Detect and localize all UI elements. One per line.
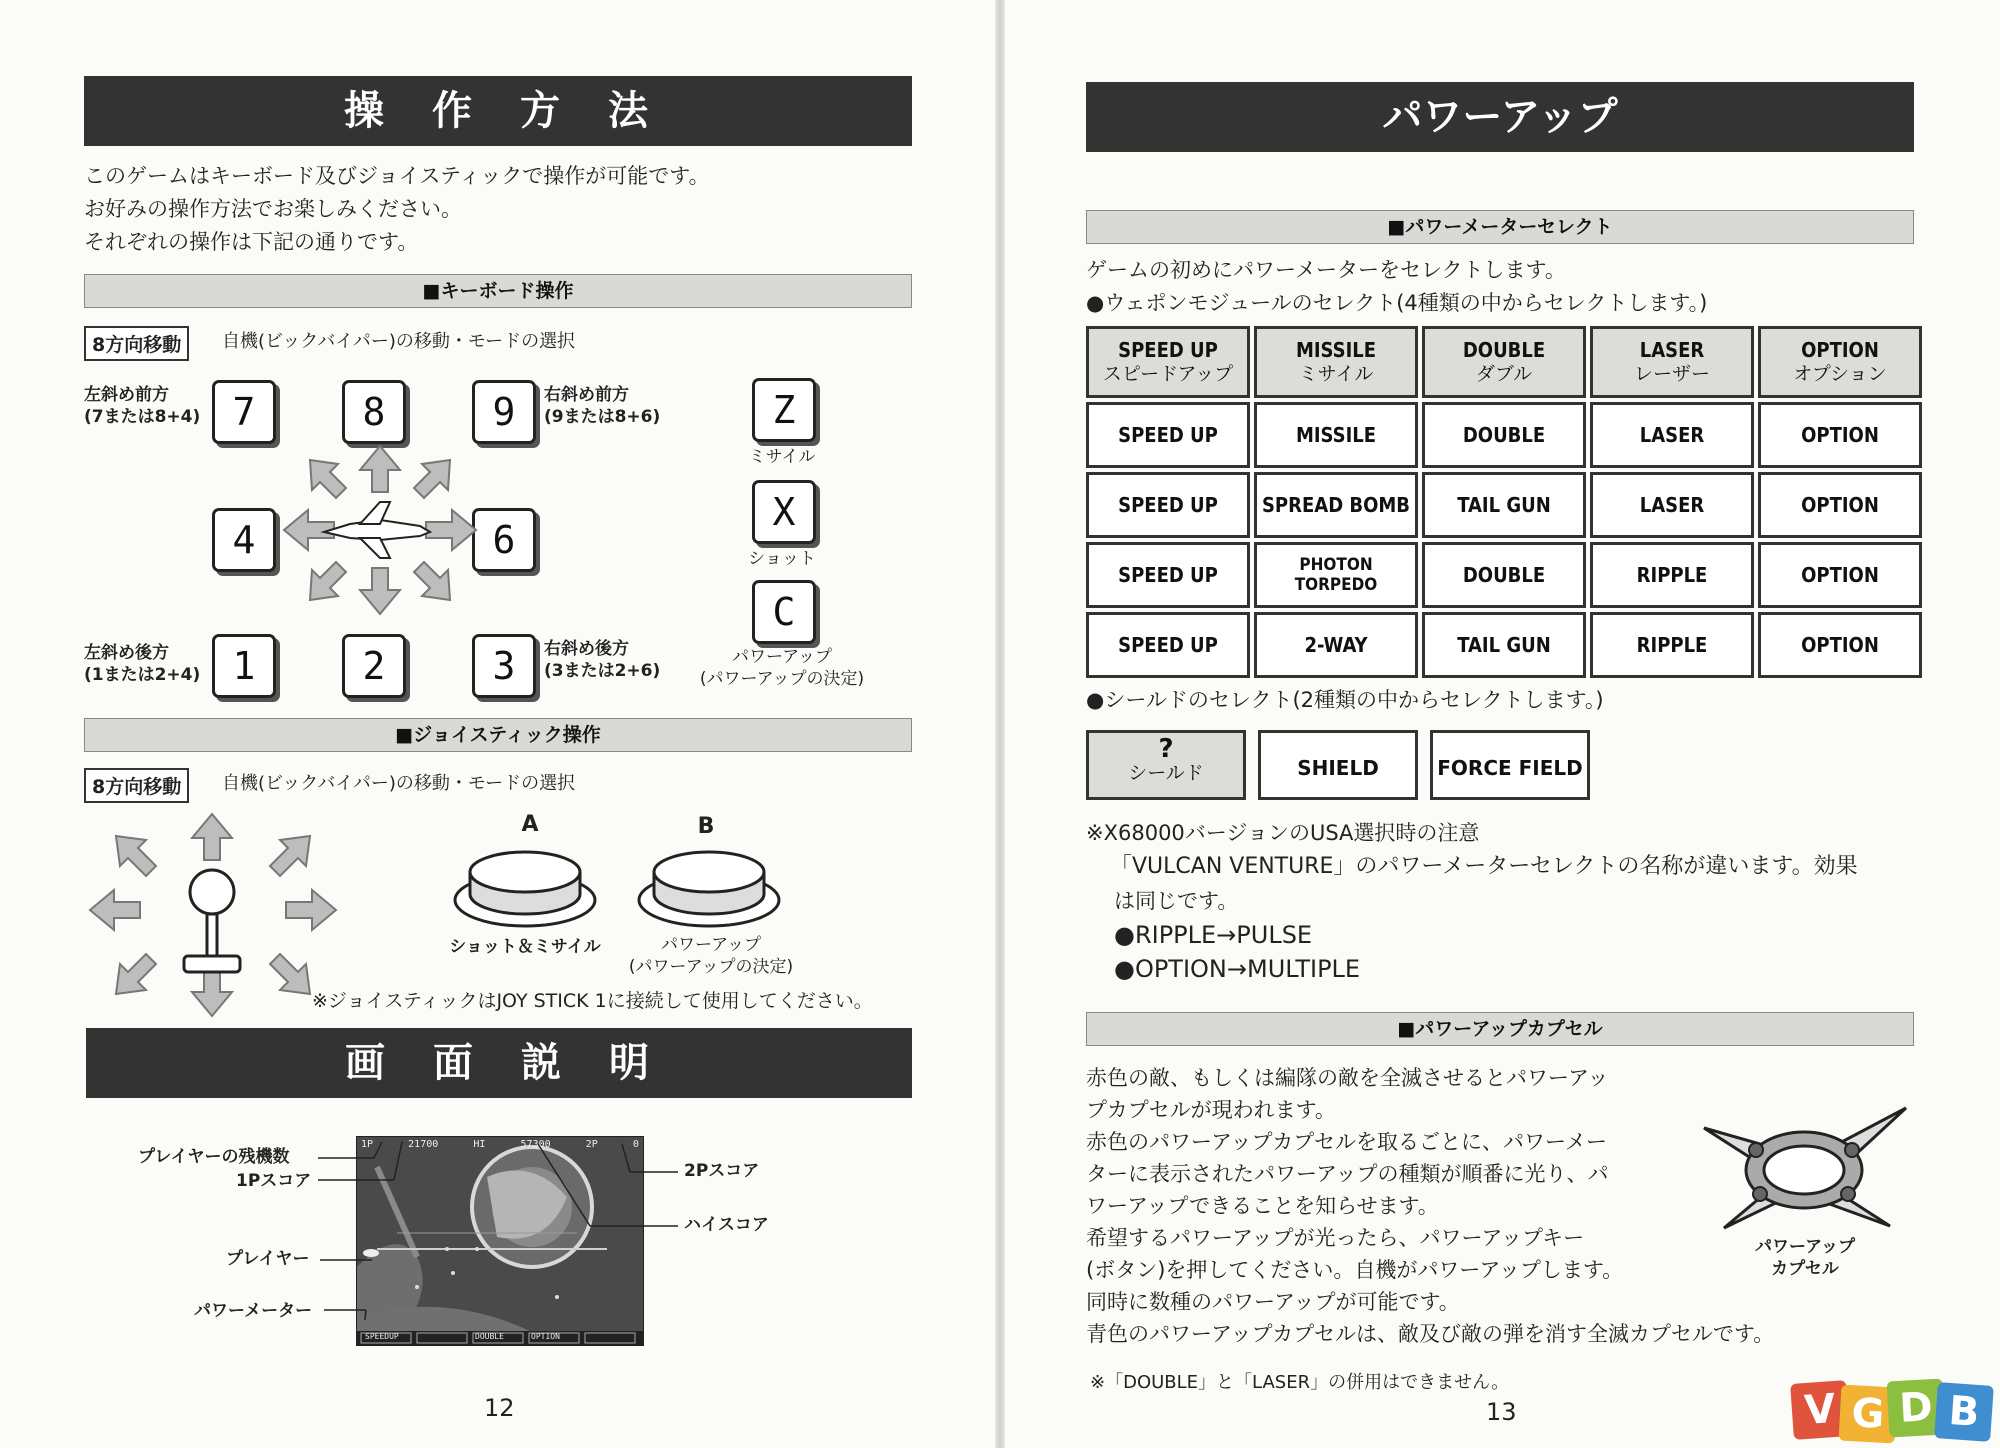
x-key-label: ショット	[748, 549, 816, 569]
button-b-label-line: パワーアップ	[661, 935, 761, 955]
key-7[interactable]: 7	[212, 380, 276, 444]
joystick-move-desc: 自機(ビックバイパー)の移動・モードの選択	[222, 773, 576, 794]
weapon-heading: ●ウェポンモジュールのセレクト(4種類の中からセレクトします。)	[1086, 291, 1708, 315]
label-2p-score: 2Pスコア	[684, 1161, 760, 1181]
vgdb-watermark	[1792, 1378, 1992, 1442]
intro-line: それぞれの操作は下記の通りです。	[84, 230, 419, 254]
shield-heading	[1086, 684, 1604, 717]
c-key-label-line: (パワーアップの決定)	[699, 669, 865, 689]
weapon-cell: OPTION	[1758, 542, 1922, 608]
capsule-label-line: カプセル	[1771, 1259, 1839, 1279]
label-player: プレイヤー	[226, 1249, 310, 1269]
shield-question: ?	[1158, 734, 1174, 764]
weapon-header-cell	[1086, 326, 1250, 398]
weapon-cell: DOUBLE	[1422, 542, 1586, 608]
weapon-table-header	[1086, 326, 1922, 398]
down-left-label	[84, 642, 200, 686]
header-jp: ミサイル	[1298, 363, 1374, 385]
shield-option: SHIELD	[1258, 730, 1418, 800]
button-b-icon[interactable]	[634, 838, 784, 930]
capsule-line: 赤色の敵、もしくは編隊の敵を全滅させるとパワーアッ	[1086, 1066, 1609, 1090]
capsule-label	[1720, 1236, 1890, 1280]
weapon-row	[1086, 542, 1922, 608]
header-jp: スピードアップ	[1102, 363, 1234, 385]
button-a-letter: A	[521, 812, 539, 837]
vic-viper-ship-icon	[324, 502, 430, 558]
hud-2p: 2P	[585, 1139, 598, 1150]
capsule-label-line: パワーアップ	[1755, 1237, 1855, 1257]
joystick-icon	[86, 810, 346, 1020]
label-power-meter: パワーメーター	[194, 1301, 313, 1321]
weapon-cell: SPEED UP	[1086, 402, 1250, 468]
usa-note-line: 「VULCAN VENTURE」のパワーメーターセレクトの名称が違います。効果	[1110, 854, 1858, 879]
weapon-cell: 2-WAY	[1254, 612, 1418, 678]
vgdb-letter: B	[1934, 1382, 1994, 1442]
capsule-line: 同時に数種のパワーアップが可能です。	[1086, 1290, 1460, 1314]
header-jp: レーザー	[1633, 363, 1710, 385]
shield-header-cell	[1086, 730, 1246, 800]
joystick-note: ※ジョイスティックはJOY STICK 1に接続して使用してください。	[312, 990, 873, 1012]
weapon-cell: RIPPLE	[1590, 542, 1754, 608]
key-3[interactable]: 3	[472, 634, 536, 698]
meter-option: OPTION	[531, 1332, 560, 1341]
weapon-cell: SPEED UP	[1086, 472, 1250, 538]
weapon-cell: SPREAD BOMB	[1254, 472, 1418, 538]
weapon-cell: LASER	[1590, 402, 1754, 468]
label-1p-score: 1Pスコア	[236, 1171, 312, 1191]
key-1[interactable]: 1	[212, 634, 276, 698]
callout-lines	[300, 1120, 720, 1320]
keyboard-section-header: ■キーボード操作	[84, 274, 912, 308]
hud-hi: HI	[473, 1139, 486, 1150]
down-right-label	[544, 638, 660, 682]
hud-hi-score: 57300	[520, 1139, 551, 1150]
c-key-label	[686, 646, 878, 690]
capsule-line: 赤色のパワーアップカプセルを取るごとに、パワーメー	[1086, 1130, 1608, 1154]
capsule-line: (ボタン)を押してください。自機がパワーアップします。	[1086, 1258, 1624, 1282]
key-c[interactable]: C	[752, 580, 816, 644]
weapon-cell: OPTION	[1758, 402, 1922, 468]
header-en: MISSILE	[1295, 338, 1377, 362]
weapon-cell: RIPPLE	[1590, 612, 1754, 678]
up-right-keys: (9または8+6)	[544, 407, 661, 427]
label-lives: プレイヤーの残機数	[138, 1147, 290, 1167]
button-b-label	[606, 934, 816, 978]
key-9[interactable]: 9	[472, 380, 536, 444]
screen-section-title: 画 面 説 明	[86, 1028, 912, 1098]
down-right-keys: (3または2+6)	[544, 661, 661, 681]
eight-direction-arrows-icon	[280, 440, 480, 620]
page-number-right: 13	[1486, 1398, 1517, 1426]
power-meter-intro-line: ゲームの初めにパワーメーターをセレクトします。	[1086, 258, 1566, 282]
down-left-text: 左斜め後方	[84, 643, 169, 663]
power-meter-section-header: ■パワーメーターセレクト	[1086, 210, 1914, 244]
up-right-text: 右斜め前方	[544, 385, 629, 405]
weapon-cell: DOUBLE	[1422, 402, 1586, 468]
header-jp: ダブル	[1475, 363, 1533, 385]
down-right-text: 右斜め後方	[544, 639, 629, 659]
weapon-header-cell	[1590, 326, 1754, 398]
key-x[interactable]: X	[752, 480, 816, 544]
intro-line: このゲームはキーボード及びジョイスティックで操作が可能です。	[84, 164, 710, 188]
weapon-cell: LASER	[1590, 472, 1754, 538]
key-z[interactable]: Z	[752, 378, 816, 442]
up-left-keys: (7または8+4)	[84, 407, 201, 427]
page-number-left: 12	[484, 1394, 515, 1422]
meter-double: DOUBLE	[475, 1332, 504, 1341]
weapon-row	[1086, 472, 1922, 538]
right-page	[1000, 0, 2000, 1448]
page-title: 操 作 方 法	[84, 76, 912, 146]
weapon-row	[1086, 612, 1922, 678]
key-2[interactable]: 2	[342, 634, 406, 698]
button-a-label: ショット＆ミサイル	[449, 937, 601, 957]
key-4[interactable]: 4	[212, 508, 276, 572]
shield-header-jp: シールド	[1128, 762, 1204, 784]
down-left-keys: (1または2+4)	[84, 665, 201, 685]
weapon-cell: PHOTON TORPEDO	[1254, 542, 1418, 608]
weapon-cell: TAIL GUN	[1422, 612, 1586, 678]
usa-note-line: ●OPTION→MULTIPLE	[1114, 955, 1361, 983]
powerup-title: パワーアップ	[1086, 82, 1914, 152]
vgdb-letter: G	[1839, 1385, 1898, 1444]
up-left-label	[84, 384, 200, 428]
capsule-line: プカプセルが現われます。	[1086, 1098, 1336, 1122]
weapon-header-cell	[1254, 326, 1418, 398]
usa-note	[1086, 816, 1858, 986]
usa-note-line: ※X68000バージョンのUSA選択時の注意	[1086, 821, 1480, 845]
weapon-cell: OPTION	[1758, 472, 1922, 538]
weapon-cell: MISSILE	[1254, 402, 1418, 468]
hud-2p-score: 0	[632, 1139, 639, 1150]
capsule-line: ワーアップできることを知らせます。	[1086, 1194, 1439, 1218]
capsule-line: 青色のパワーアップカプセルは、敵及び敵の弾を消す全滅カプセルです。	[1086, 1322, 1775, 1346]
shield-heading-line: ●シールドのセレクト(2種類の中からセレクトします。)	[1086, 688, 1604, 712]
intro-line: お好みの操作方法でお楽しみください。	[84, 197, 462, 221]
joystick-section-header: ■ジョイスティック操作	[84, 718, 912, 752]
header-en: LASER	[1639, 338, 1705, 362]
capsule-footnote: ※「DOUBLE」と「LASER」の併用はできません。	[1090, 1372, 1510, 1393]
usa-note-line: は同じです。	[1114, 889, 1239, 913]
keyboard-move-desc: 自機(ビックバイパー)の移動・モードの選択	[222, 331, 576, 352]
hud-1p-score: 21700	[408, 1139, 439, 1150]
vgdb-letter: V	[1790, 1380, 1850, 1440]
button-b-label-line: (パワーアップの決定)	[628, 957, 794, 977]
vgdb-letter: D	[1887, 1379, 1946, 1438]
up-right-label	[544, 384, 660, 428]
weapon-table	[1082, 322, 1926, 682]
power-capsule-icon	[1694, 1098, 1916, 1238]
z-key-label: ミサイル	[748, 447, 816, 467]
label-hi-score: ハイスコア	[684, 1215, 769, 1235]
button-a-icon[interactable]	[450, 838, 600, 930]
capsule-line: 希望するパワーアップが光ったら、パワーアップキー	[1086, 1226, 1585, 1250]
capsule-section-header: ■パワーアップカプセル	[1086, 1012, 1914, 1046]
header-en: SPEED UP	[1118, 338, 1218, 362]
button-b-letter: B	[697, 814, 715, 839]
key-6[interactable]: 6	[472, 508, 536, 572]
capsule-text	[1086, 1062, 1774, 1350]
weapon-cell: SPEED UP	[1086, 612, 1250, 678]
weapon-cell: SPEED UP	[1086, 542, 1250, 608]
usa-note-line: ●RIPPLE→PULSE	[1114, 921, 1313, 949]
c-key-label-line: パワーアップ	[732, 647, 832, 667]
header-en: DOUBLE	[1462, 338, 1546, 362]
capsule-line: ターに表示されたパワーアップの種類が順番に光り、パ	[1086, 1162, 1609, 1186]
joystick-move-label: 8方向移動	[84, 768, 189, 803]
weapon-cell: OPTION	[1758, 612, 1922, 678]
weapon-cell: TAIL GUN	[1422, 472, 1586, 538]
weapon-row	[1086, 402, 1922, 468]
hud-1p: 1P	[361, 1139, 374, 1150]
header-en: OPTION	[1801, 338, 1879, 362]
meter-speedup: SPEEDUP	[365, 1332, 399, 1341]
force-field-option: FORCE FIELD	[1430, 730, 1590, 800]
key-8[interactable]: 8	[342, 380, 406, 444]
weapon-header-cell	[1422, 326, 1586, 398]
intro-text	[84, 160, 710, 259]
weapon-header-cell	[1758, 326, 1922, 398]
keyboard-move-label: 8方向移動	[84, 326, 189, 361]
up-left-text: 左斜め前方	[84, 385, 169, 405]
header-jp: オプション	[1793, 363, 1887, 385]
power-meter-intro	[1086, 254, 1707, 320]
